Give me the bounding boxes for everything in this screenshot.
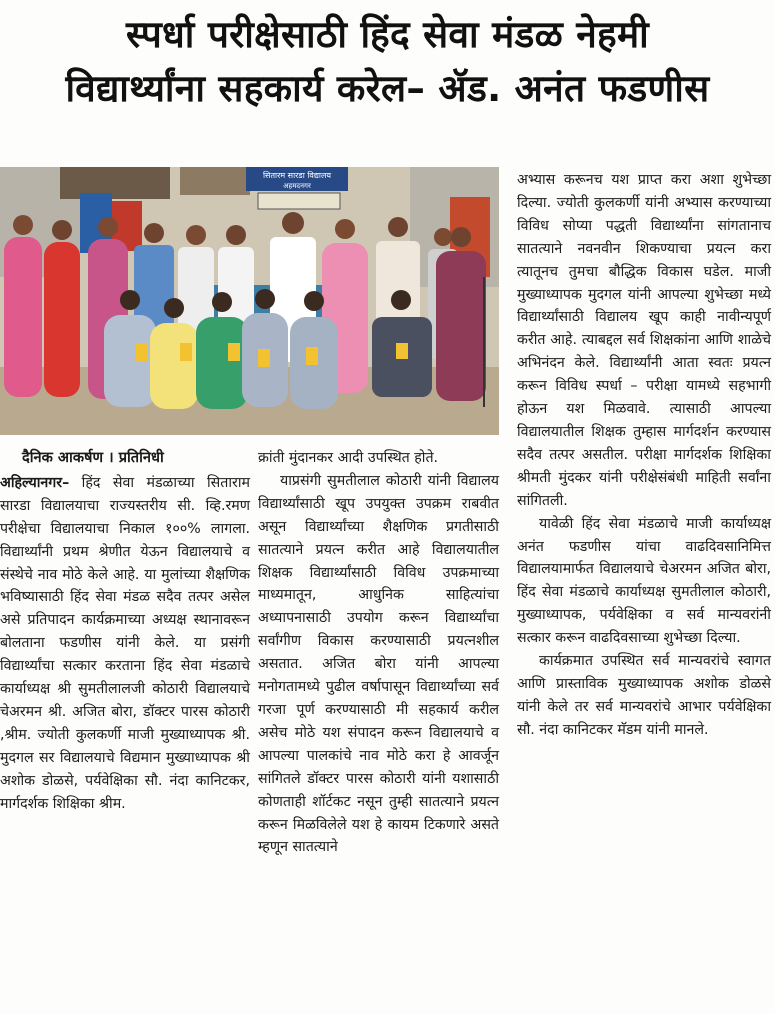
article-column-1 bbox=[0, 447, 250, 816]
byline: दैनिक आकर्षण । प्रतिनिधी bbox=[22, 449, 164, 466]
headline bbox=[0, 8, 775, 116]
article-text-col1: हिंद सेवा मंडळाच्या सिताराम सारडा विद्यालयाचा राज्यस्तरीय सी. व्हि.रमण परीक्षेचा विद्यालयाचा निकाल १००% लागला. विद्यार्थ्यांनी प्रथम श्रेणीत येऊन विद्यालयाचे व संस्थेचे नाव मोठे केले आहे. या मुलांच्या शैक्षणिक भविष्यासाठी हिंद सेवा मंडळ सदैव तत्पर असेल असे प्रतिपादन कार्यक्रमाच्या अध्यक्ष स्थानावरून बोलताना फडणीस यांनी केले. या प्रसंगी विद्यार्थ्यांचा सत्कार करताना हिंद सेवा मंडळाचे कार्याध्यक्ष श्री सुमतीलालजी कोठारी विद्यालयाचे चेअरमन श्री. अजित बोरा, डॉक्टर पारस कोठारी ,श्रीम. ज्योती कुलकर्णी माजी मुख्याध्यापक श्री. मुदगल सर विद्यालयाचे विद्यमान मुख्याध्यापक श्री अशोक डोळसे, पर्यवेक्षिका सौ. नंदा कानिटकर, मार्गदर्शक शिक्षिका श्रीम. bbox=[0, 474, 250, 812]
headline-line-1: स्पर्धा परीक्षेसाठी हिंद सेवा मंडळ नेहमी bbox=[126, 13, 649, 56]
article-paragraph-1 bbox=[0, 472, 250, 816]
article-paragraph-3: याप्रसंगी सुमतीलाल कोठारी यांनी विद्यालय विद्यार्थ्यांसाठी खूप उपयुक्त उपक्रम राबवीत असून विद्यार्थ्यांच्या शैक्षणिक प्रगतीसाठी सातत्याने प्रयत्न करीत आहे विद्यालयातील शिक्षक विद्यार्थ्यांसाठी विविध उपक्रमाच्या माध्यमातून, आधुनिक साहित्यांचा अध्यापनासाठी उपयोग करून विद्यार्थ्यांचा सर्वांगीण विकास करण्यासाठी प्रयत्नशील असतात. अजित बोरा यांनी आपल्या मनोगतामध्ये पुढील वर्षापासून विद्यार्थ्यांच्या सर्व गरजा पूर्ण करण्यासाठी मी सहकार्य करील असेच मोठे यश संपादन करून विद्यालयाचे व आपल्या पालकांचे नाव मोठे करा हे आवर्जून सांगितले डॉक्टर पारस कोठारी यांनी यशासाठी कोणताही शॉर्टकट नसून तुम्ही सातत्याने प्रयत्न करून मिळविलेले यश हे कायम टिकणारे असते म्हणून सातत्याने bbox=[258, 472, 499, 856]
banner-subtext: अहमदनगर bbox=[283, 182, 311, 190]
event-photo bbox=[0, 167, 499, 435]
article-paragraph-6: कार्यक्रमात उपस्थित सर्व मान्यवरांचे स्वागत आणि प्रास्ताविक मुख्याध्यापक अशोक डोळसे यांनी केले तर सर्व मान्यवरांचे आभार पर्यवेक्षिका सौ. नंदा कानिटकर मॅडम यांनी मानले. bbox=[517, 653, 771, 738]
article-paragraph-5: यावेळी हिंद सेवा मंडळाचे माजी कार्याध्यक्ष अनंत फडणीस यांचा वाढदिवसानिमित्त विद्यालयामार्फत विद्यालयाचे चेअरमन अजित बोरा, हिंद सेवा मंडळाचे कार्याध्यक्ष सुमतीलाल कोठारी, मुख्याध्यापक, पर्यवेक्षिका व सर्व मान्यवरांनी सत्कार करून वाढदिवसाच्या शुभेच्छा दिल्या. bbox=[517, 515, 771, 647]
headline-line-2: विद्यार्थ्यांना सहकार्य करेल– ॲड. अनंत फडणीस bbox=[65, 67, 710, 110]
article-paragraph-4: अभ्यास करूनच यश प्राप्त करा अशा शुभेच्छा दिल्या. ज्योती कुलकर्णी यांनी अभ्यास करण्याच्या विविध सोप्या पद्धती विद्यार्थ्यांना सांगतानाच सातत्याने नवनवीन शिकण्याचा प्रयत्न करा त्यातूनच तुमचा बौद्धिक विकास घडेल. माजी मुख्याध्यापक मुदगल यांनी आपल्या शुभेच्छा मध्ये विद्यार्थ्यांसाठी विद्यालय खूप काही नावीन्यपूर्ण करीत आहे. त्याबद्दल सर्व शिक्षकांना आणि शाळेचे अभिनंदन केले. विद्यार्थ्यांनी आता स्वतः प्रयत्न करून विविध स्पर्धा – परीक्षा यामध्ये सहभागी होऊन यश मिळवावे. त्यासाठी आपल्या विद्यालयातील शिक्षक तुम्हास मार्गदर्शन करण्यास सदैव तत्पर असतील. परीक्षा मार्गदर्शक शिक्षिका श्रीमती मुंदकर यांनी परीक्षेसंबंधी माहिती सर्वांना सांगितली. bbox=[517, 172, 771, 509]
event-photo-illustration bbox=[0, 167, 499, 435]
banner-text: सितारम सारडा विद्यालय bbox=[262, 171, 332, 180]
article-column-2 bbox=[258, 447, 499, 859]
article-paragraph-2: क्रांती मुंदानकर आदी उपस्थित होते. bbox=[258, 450, 439, 466]
dateline: अहिल्यानगर– bbox=[0, 474, 70, 491]
article-column-3 bbox=[517, 169, 771, 742]
